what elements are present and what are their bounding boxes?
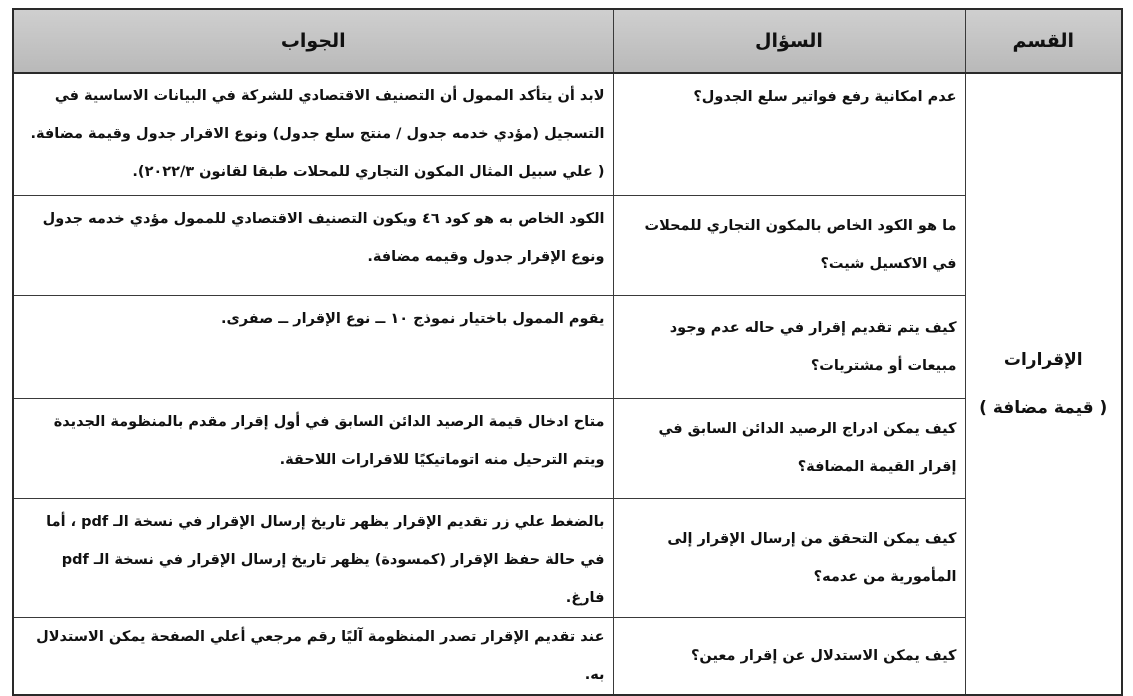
table-row [13,398,1122,498]
answer-cell: عند تقديم الإقرار تصدر المنظومة آليًا رقم مرجعي أعلي الصفحة يمكن الاستدلال به. [13,617,613,695]
table-row [13,73,1122,195]
answer-cell: لابد أن يتأكد الممول أن التصنيف الاقتصادي للشركة في البيانات الاساسية في التسجيل (مؤدي خدمه جدول / منتج سلع جدول) ونوع الاقرار جدول وقيمة مضافة. ( علي سبيل المثال المكون التجاري للمحلات طبقا لقانون ٢٠٢٢/٣). [13,73,613,195]
faq-table [12,8,1123,696]
table-row [13,295,1122,398]
header-row [13,9,1122,73]
answer-cell: بالضغط علي زر تقديم الإقرار يظهر تاريخ إرسال الإقرار في نسخة الـ pdf ، أما في حالة حفظ الإقرار (كمسودة) يظهر تاريخ إرسال الإقرار في نسخة الـ pdf فارغ. [13,498,613,617]
answer-cell: يقوم الممول باختيار نموذج ١٠ ــ نوع الإقرار ــ صفرى. [13,295,613,398]
header-category: القسم [965,9,1122,73]
category-title: الإقرارات [1003,349,1083,370]
table-row [13,195,1122,295]
category-cell [965,73,1122,695]
question-cell: كيف يمكن الاستدلال عن إقرار معين؟ [613,617,965,695]
question-cell: كيف يمكن التحقق من إرسال الإقرار إلى المأمورية من عدمه؟ [613,498,965,617]
category-subtitle: ( قيمة مضافة ) [979,397,1108,418]
question-cell: كيف يتم تقديم إقرار في حاله عدم وجود مبيعات أو مشتريات؟ [613,295,965,398]
table-row [13,617,1122,695]
question-cell: عدم امكانية رفع فواتير سلع الجدول؟ [613,73,965,195]
question-cell: ما هو الكود الخاص بالمكون التجاري للمحلات في الاكسيل شيت؟ [613,195,965,295]
header-answer: الجواب [13,9,613,73]
header-question: السؤال [613,9,965,73]
answer-cell: متاح ادخال قيمة الرصيد الدائن السابق في أول إقرار مقدم بالمنظومة الجديدة ويتم الترحيل منه اتوماتيكيًا للاقرارات اللاحقة. [13,398,613,498]
question-cell: كيف يمكن ادراج الرصيد الدائن السابق في إقرار القيمة المضافة؟ [613,398,965,498]
answer-cell: الكود الخاص به هو كود ٤٦ ويكون التصنيف الاقتصادي للممول مؤدي خدمه جدول ونوع الإقرار جدول وقيمه مضافة. [13,195,613,295]
table-row [13,498,1122,617]
